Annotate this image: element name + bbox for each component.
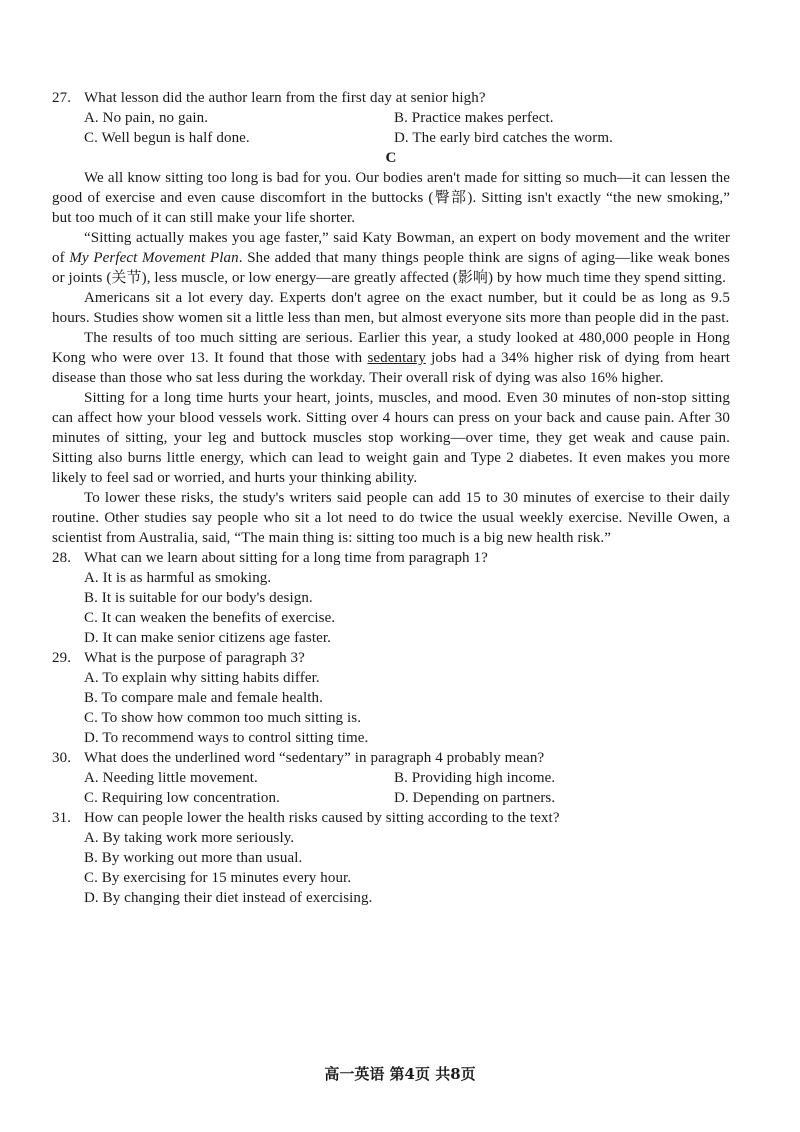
options-row — [52, 128, 730, 148]
option-d: D. It can make senior citizens age faster. — [84, 630, 332, 646]
question-number: 28. — [52, 550, 72, 566]
paragraph-1: We all know sitting too long is bad for you. Our bodies aren't made for sitting so much—it can lessen the good of exercise and even cause discomfort in the buttocks (臀部). Sitting isn't exactly “the new smoking,” but too much of it can still make your life shorter. — [52, 170, 730, 226]
question-28 — [52, 548, 730, 568]
paragraph-4 — [52, 328, 730, 388]
option-a: A. By taking work more seriously. — [84, 830, 295, 846]
option-c: C. Requiring low concentration. — [84, 790, 280, 806]
question-text: What can we learn about sitting for a long time from paragraph 1? — [84, 550, 488, 566]
question-27 — [52, 88, 730, 108]
options-row — [52, 788, 730, 808]
option-d: D. Depending on partners. — [394, 790, 556, 806]
option-d: D. To recommend ways to control sitting time. — [84, 730, 369, 746]
question-text: What lesson did the author learn from the first day at senior high? — [84, 90, 486, 106]
option-c: C. By exercising for 15 minutes every hour. — [84, 870, 352, 886]
paragraph-2-text-a: “Sitting actually makes you age faster,” said Katy Bowman, an expert on body movement and the writer of — [52, 230, 730, 266]
paragraph-4-text-b: jobs had a 34% higher risk of dying from heart disease than those who sat less during the workday. Their overall risk of dying was also 16% higher. — [52, 350, 730, 386]
question-30 — [52, 748, 730, 768]
option-d: D. The early bird catches the worm. — [394, 130, 613, 146]
question-number: 27. — [52, 90, 72, 106]
option-c: C. It can weaken the benefits of exercise. — [84, 610, 336, 626]
option-a: A. No pain, no gain. — [84, 110, 209, 126]
question-text: What does the underlined word “sedentary” in paragraph 4 probably mean? — [84, 750, 545, 766]
question-29 — [52, 648, 730, 668]
question-31 — [52, 808, 730, 828]
paragraph-3: Americans sit a lot every day. Experts don't agree on the exact number, but it could be as long as 9.5 hours. Studies show women sit a little less than men, but almost everyone sits more than people did in the past. — [52, 290, 730, 326]
underlined-word: sedentary — [367, 350, 426, 366]
option-a: A. Needing little movement. — [84, 770, 258, 786]
option-b: B. To compare male and female health. — [84, 690, 323, 706]
option-b: B. Providing high income. — [394, 770, 556, 786]
paragraph-5: Sitting for a long time hurts your heart, joints, muscles, and mood. Even 30 minutes of non-stop sitting can affect how your blood vessels work. Sitting over 4 hours can press on your back and cause pain. After 30 minutes of sitting, your leg and buttock muscles stop working—over time, they get weak and cause pain. Sitting also burns little energy, which can lead to weight gain and Type 2 diabetes. It even makes you more likely to feel sad or worried, and hurts your thinking ability. — [52, 390, 730, 486]
option-c: C. To show how common too much sitting is. — [84, 710, 362, 726]
option-b: B. It is suitable for our body's design. — [84, 590, 313, 606]
paragraph-6: To lower these risks, the study's writers said people can add 15 to 30 minutes of exercise to their daily routine. Other studies say people who sit a lot need to do twice the usual weekly exercise. Neville Owen, a scientist from Australia, said, “The main thing is: sitting too much is a big new health risk.” — [52, 490, 730, 546]
page-content — [52, 88, 730, 908]
paragraph-2-text-b: . She added that many things people think are signs of aging—like weak bones or joints (关节), less muscle, or low energy—are greatly affected (影响) by how much time they spend sitting. — [52, 250, 730, 286]
option-a: A. To explain why sitting habits differ. — [84, 670, 320, 686]
paragraph-4-text-a: The results of too much sitting are serious. Earlier this year, a study looked at 480,000 people in Hong Kong who were over 13. It found that those with — [52, 330, 730, 366]
option-c: C. Well begun is half done. — [84, 130, 250, 146]
page-footer: 高一英语 第4页 共8页 — [324, 1065, 476, 1083]
book-title: My Perfect Movement Plan — [69, 250, 239, 266]
option-d: D. By changing their diet instead of exercising. — [84, 890, 373, 906]
option-b: B. By working out more than usual. — [84, 850, 303, 866]
option-a: A. It is as harmful as smoking. — [84, 570, 272, 586]
paragraph-2 — [52, 228, 730, 288]
option-b: B. Practice makes perfect. — [394, 110, 554, 126]
options-row — [52, 108, 730, 128]
question-number: 29. — [52, 650, 72, 666]
options-row — [52, 768, 730, 788]
question-number: 31. — [52, 810, 72, 826]
question-text: How can people lower the health risks caused by sitting according to the text? — [84, 810, 560, 826]
question-number: 30. — [52, 750, 72, 766]
question-text: What is the purpose of paragraph 3? — [84, 650, 305, 666]
section-label: C — [385, 150, 397, 166]
